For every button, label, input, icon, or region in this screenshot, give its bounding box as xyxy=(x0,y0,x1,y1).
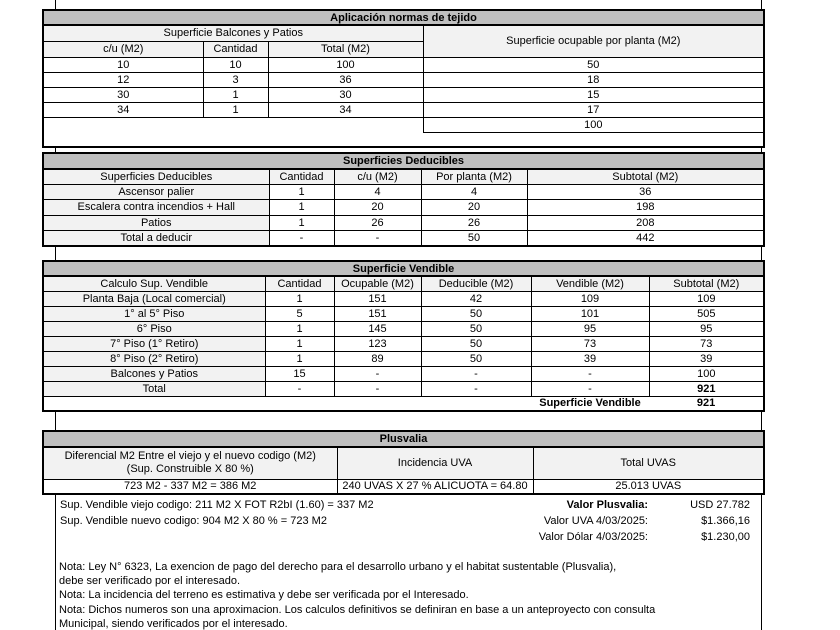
cell: 1 xyxy=(265,351,334,366)
valor-row xyxy=(57,513,760,529)
cell: 34 xyxy=(268,102,423,117)
cell xyxy=(43,117,423,147)
cell: 73 xyxy=(649,336,764,351)
cell: 109 xyxy=(531,291,649,306)
column-header-line: Diferencial M2 Entre el viejo y el nuevo codigo (M2) xyxy=(64,450,316,463)
cell: 50 xyxy=(421,336,531,351)
cell: 151 xyxy=(334,291,421,306)
table-row xyxy=(43,184,764,200)
table-row xyxy=(43,72,764,87)
column-header: Superficie ocupable por planta (M2) xyxy=(423,25,764,57)
cell: 25.013 UVAS xyxy=(533,479,764,494)
valor-dolar-label: Valor Dólar 4/03/2025: xyxy=(538,531,648,543)
column-header: Cantidad xyxy=(265,276,334,291)
note-line: debe ser verificado por el interesado. xyxy=(59,575,240,588)
column-header: Ocupable (M2) xyxy=(334,276,421,291)
column-header: Subtotal (M2) xyxy=(649,276,764,291)
empty-cell xyxy=(57,529,498,545)
table-row xyxy=(43,87,764,102)
valor-section xyxy=(57,497,760,545)
old-code-line: Sup. Vendible viejo codigo: 211 M2 X FOT R2bI (1.60) = 337 M2 xyxy=(60,499,374,511)
cell: 39 xyxy=(649,351,764,366)
note-line: Nota: La incidencia del terreno es estimativa y debe ser verificada por el Interesado. xyxy=(59,589,469,602)
cell: 208 xyxy=(527,215,764,231)
cell xyxy=(423,132,764,147)
cell: 50 xyxy=(421,306,531,321)
cell: 26 xyxy=(334,215,421,231)
cell: - xyxy=(334,381,421,396)
cell: Planta Baja (Local comercial) xyxy=(43,291,265,306)
column-header: Superficies Deducibles xyxy=(43,169,269,185)
table-row xyxy=(43,381,764,396)
valor-dolar-value: $1.230,00 xyxy=(701,531,750,543)
cell: 15 xyxy=(423,87,764,102)
table-row xyxy=(43,366,764,381)
column-header: c/u (M2) xyxy=(334,169,421,185)
cell: Total a deducir xyxy=(43,231,269,247)
cell: Escalera contra incendios + Hall xyxy=(43,200,269,216)
summary-label: Superficie Vendible xyxy=(531,396,649,411)
cell: 1 xyxy=(269,215,334,231)
cell: 30 xyxy=(268,87,423,102)
cell: 50 xyxy=(421,231,527,247)
cell: 1 xyxy=(203,102,268,117)
cell: Total xyxy=(43,381,265,396)
plusvalia-table xyxy=(42,430,765,495)
cell: 1 xyxy=(265,291,334,306)
notes xyxy=(59,560,757,630)
cell: Balcones y Patios xyxy=(43,366,265,381)
cell: 100 xyxy=(268,57,423,72)
table-title: Plusvalia xyxy=(43,431,764,447)
table-row xyxy=(43,215,764,231)
cell: Patios xyxy=(43,215,269,231)
cell: 17 xyxy=(423,102,764,117)
cell: 109 xyxy=(649,291,764,306)
cell: - xyxy=(531,381,649,396)
table-row xyxy=(43,231,764,247)
deducibles-table xyxy=(42,152,765,247)
valor-uva-value: $1.366,16 xyxy=(701,515,750,527)
cell: 100 xyxy=(423,117,764,132)
cell: 18 xyxy=(423,72,764,87)
cell: 10 xyxy=(43,57,203,72)
cell: 50 xyxy=(421,351,531,366)
cell: 20 xyxy=(334,200,421,216)
cell: 198 xyxy=(527,200,764,216)
cell: 20 xyxy=(421,200,527,216)
cell: 723 M2 - 337 M2 = 386 M2 xyxy=(43,479,337,494)
column-header: Por planta (M2) xyxy=(421,169,527,185)
cell: 95 xyxy=(649,321,764,336)
cell: - xyxy=(334,366,421,381)
note-line: Nota: Ley N° 6323, La exencion de pago del derecho para el desarrollo urbano y el habitat sustentable (Plusvalia), xyxy=(59,561,617,573)
cell: - xyxy=(269,231,334,247)
column-header: Subtotal (M2) xyxy=(527,169,764,185)
table-row xyxy=(43,102,764,117)
note-line: Municipal, siendo verificados por el interesado. xyxy=(59,617,288,630)
cell: 12 xyxy=(43,72,203,87)
vendible-table xyxy=(42,260,765,412)
cell: 7° Piso (1° Retiro) xyxy=(43,336,265,351)
column-header: Calculo Sup. Vendible xyxy=(43,276,265,291)
column-header: Cantidad xyxy=(203,41,268,57)
cell: 5 xyxy=(265,306,334,321)
note-line: Nota: Dichos numeros son una aproximacion. Los calculos definitivos se definiran en base a un anteproyecto con consulta xyxy=(59,603,656,616)
cell: 240 UVAS X 27 % ALICUOTA = 64.80 xyxy=(337,479,533,494)
table-row xyxy=(43,306,764,321)
table-row xyxy=(43,57,764,72)
cell: 505 xyxy=(649,306,764,321)
table-row xyxy=(43,336,764,351)
cell: 50 xyxy=(423,57,764,72)
cell: 4 xyxy=(421,184,527,200)
cell: 34 xyxy=(43,102,203,117)
cell: 42 xyxy=(421,291,531,306)
cell: 123 xyxy=(334,336,421,351)
cell: 10 xyxy=(203,57,268,72)
cell: 73 xyxy=(531,336,649,351)
column-header: Total UVAS xyxy=(533,447,764,479)
valor-row xyxy=(57,497,760,513)
cell: 36 xyxy=(527,184,764,200)
cell xyxy=(43,396,531,411)
cell: 100 xyxy=(649,366,764,381)
cell: Ascensor palier xyxy=(43,184,269,200)
table-row xyxy=(43,351,764,366)
cell: 1 xyxy=(265,336,334,351)
cell: 26 xyxy=(421,215,527,231)
cell: - xyxy=(421,381,531,396)
new-code-line: Sup. Vendible nuevo codigo: 904 M2 X 80 % = 723 M2 xyxy=(60,515,327,527)
cell: 1 xyxy=(265,321,334,336)
valor-plusvalia-value: USD 27.782 xyxy=(690,499,750,511)
cell: 151 xyxy=(334,306,421,321)
cell: 145 xyxy=(334,321,421,336)
cell: 442 xyxy=(527,231,764,247)
cell: 8° Piso (2° Retiro) xyxy=(43,351,265,366)
summary-value: 921 xyxy=(649,396,764,411)
cell: 50 xyxy=(421,321,531,336)
cell: 921 xyxy=(649,381,764,396)
table-title: Superficie Vendible xyxy=(43,261,764,276)
valor-row xyxy=(57,529,760,545)
cell: - xyxy=(334,231,421,247)
table-row xyxy=(43,321,764,336)
cell: 95 xyxy=(531,321,649,336)
cell: - xyxy=(421,366,531,381)
valor-plusvalia-label: Valor Plusvalia: xyxy=(566,499,648,511)
valor-uva-label: Valor UVA 4/03/2025: xyxy=(543,515,648,527)
cell: 101 xyxy=(531,306,649,321)
column-header xyxy=(43,447,337,479)
cell: 30 xyxy=(43,87,203,102)
cell: 1° al 5° Piso xyxy=(43,306,265,321)
tejido-table xyxy=(42,9,765,148)
table-row xyxy=(43,200,764,216)
column-header-line: (Sup. Construible X 80 %) xyxy=(126,463,254,476)
column-header: Vendible (M2) xyxy=(531,276,649,291)
column-header: Incidencia UVA xyxy=(337,447,533,479)
column-header: Total (M2) xyxy=(268,41,423,57)
cell: - xyxy=(531,366,649,381)
cell: 3 xyxy=(203,72,268,87)
cell: - xyxy=(265,381,334,396)
cell: 39 xyxy=(531,351,649,366)
cell: 1 xyxy=(269,184,334,200)
table-title: Aplicación normas de tejido xyxy=(43,10,764,25)
cell: 36 xyxy=(268,72,423,87)
column-header: c/u (M2) xyxy=(43,41,203,57)
table-row xyxy=(43,291,764,306)
cell: 6° Piso xyxy=(43,321,265,336)
column-header: Deducible (M2) xyxy=(421,276,531,291)
cell: 89 xyxy=(334,351,421,366)
cell: 4 xyxy=(334,184,421,200)
cell: 15 xyxy=(265,366,334,381)
column-header: Cantidad xyxy=(269,169,334,185)
cell: 1 xyxy=(269,200,334,216)
column-header: Superficie Balcones y Patios xyxy=(43,25,423,41)
table-title: Superficies Deducibles xyxy=(43,153,764,169)
cell: 1 xyxy=(203,87,268,102)
